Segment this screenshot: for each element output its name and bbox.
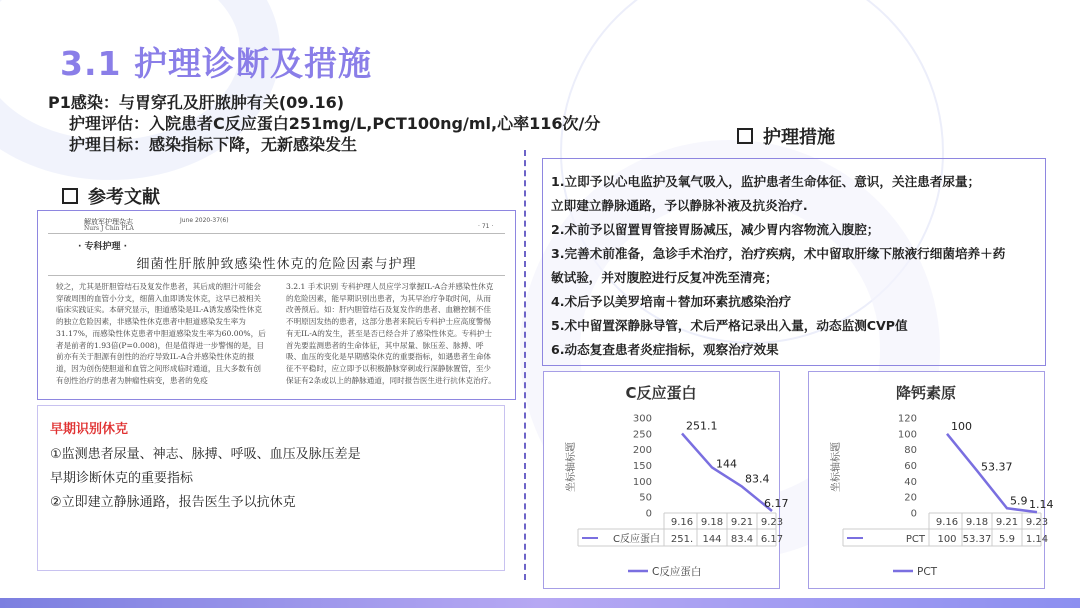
page-title: 3.1 护理诊断及措施 (60, 44, 372, 83)
table-value: 83.4 (730, 534, 754, 545)
y-tick-label: 40 (904, 476, 917, 488)
shock-line: ②立即建立静脉通路，报告医生予以抗休克 (50, 495, 296, 510)
legend-label: PCT (917, 566, 938, 578)
measure-item: 2.术前予以留置胃管接胃肠减压，减少胃内容物流入腹腔； (551, 222, 880, 237)
y-tick-label: 80 (904, 445, 917, 457)
measure-item: 6.动态复查患者炎症指标，观察治疗效果 (551, 342, 779, 357)
y-tick-label: 250 (632, 429, 652, 441)
references-heading (62, 183, 160, 209)
data-label: 53.37 (981, 460, 1013, 474)
measure-item: 3.完善术前准备，急诊手术治疗，治疗疾病，术中留取肝缘下脓液行细菌培养＋药 (551, 246, 1006, 261)
legend-label: C反应蛋白 (652, 566, 702, 578)
y-tick-label: 200 (632, 445, 652, 457)
table-value: 100 (937, 534, 957, 545)
x-category-label: 9.21 (730, 517, 754, 528)
x-category-label: 9.16 (670, 517, 694, 528)
data-label: 144 (716, 457, 737, 471)
y-axis-title: 坐标轴标题 (831, 442, 842, 492)
crp-chart (543, 371, 789, 589)
measure-item: 敏试验，并对腹腔进行反复冲洗至清亮； (551, 270, 778, 285)
y-tick-label: 300 (632, 413, 652, 425)
data-label: 251.1 (686, 419, 718, 433)
checkbox-square-icon (737, 128, 753, 144)
y-tick-label: 0 (910, 508, 917, 520)
table-value: 144 (702, 534, 722, 545)
divider (524, 150, 526, 580)
y-axis-title: 坐标轴标题 (566, 442, 577, 492)
y-tick-label: 60 (904, 461, 917, 472)
measure-item: 1.立即予以心电监护及氧气吸入，监护患者生命体征、意识，关注患者尿量； (551, 174, 981, 189)
pct-chart-svg (809, 372, 1054, 588)
chart-title: C反应蛋白 (625, 384, 697, 402)
table-value: 53.37 (962, 534, 992, 545)
paper-rule (48, 233, 505, 234)
chart-title: 降钙素原 (895, 384, 957, 402)
diagnosis-line: P1感染：与胃穿孔及肝脓肿有关(09.16) (48, 93, 345, 112)
bottom-accent-bar (0, 598, 1080, 608)
measures-heading-text: 护理措施 (763, 127, 835, 148)
data-label: 100 (951, 419, 972, 433)
paper-rule (48, 275, 505, 276)
shock-heading: 早期识别休克 (50, 422, 129, 437)
paper-text-left: 较之，尤其是肝胆管结石及复发作患者，其后成的胆汁可能会穿破周围的血管小分支，细菌入血即诱发休克，这早已被相关临床实践证实。本研究显示，胆道感染是IL-A诱发感染性休克的独立危险因素，非感染性休克患者中胆道感染发生率为31.17%，而感染性休克患者中胆道感染发生率为60.00%，后者是前者的1.93倍(P=0.008)，但是值得进一步警惕的是，目前亦有关于胆源有创性的治疗导致IL-A合并感染性休克的报道，因为创伤使胆道和血管之间形成临时通道，且大多数有创有创性治疗的患者为肿瘤性病变，患者的免疫 (56, 282, 266, 385)
paper-title: 细菌性肝脓肿致感染性休克的危险因素与护理 (136, 257, 417, 272)
assessment-line: 护理评估：入院患者C反应蛋白251mg/L,PCT100ng/ml,心率116次/分 (69, 114, 601, 133)
data-label: 1.14 (1029, 498, 1054, 512)
measures-heading (737, 123, 835, 149)
measure-item: 5.术中留置深静脉导管，术后严格记录出入量，动态监测CVP值 (551, 318, 908, 333)
data-label: 83.4 (745, 472, 770, 486)
table-value: 1.14 (1025, 534, 1049, 545)
table-value: 251. (670, 534, 694, 545)
data-label: 6.17 (764, 497, 789, 511)
journal-page-number: · 71 · (478, 223, 494, 230)
journal-name-en: Nurs J Chin PLA (84, 225, 134, 232)
references-heading-text: 参考文献 (88, 187, 160, 208)
x-category-label: 9.16 (935, 517, 959, 528)
y-tick-label: 20 (904, 492, 917, 504)
reference-paper-image (37, 210, 516, 400)
y-tick-label: 120 (897, 413, 917, 425)
shock-line: 早期诊断休克的重要指标 (50, 471, 194, 486)
table-value: 5.9 (999, 534, 1015, 545)
crp-chart-svg (544, 372, 789, 588)
x-category-label: 9.18 (700, 517, 724, 528)
measure-item: 立即建立静脉通路，予以静脉补液及抗炎治疗. (551, 198, 808, 213)
y-tick-label: 100 (897, 429, 917, 441)
x-category-label: 9.18 (965, 517, 989, 528)
checkbox-square-icon (62, 188, 78, 204)
x-category-label: 9.21 (995, 517, 1019, 528)
measures-box (542, 158, 1046, 366)
table-series-label: PCT (905, 534, 925, 545)
table-series-label: C反应蛋白 (613, 534, 660, 545)
paper-text-right: 3.2.1 手术识别 专科护理人员应学习掌握IL-A合并感染性休克的危险因素，能早期识别出患者，为其早治疗争取时间，从而改善预后。如：肝内胆管结石及复发作的患者、血糖控制不佳不明原因发热的患者，这部分患者来院后专科护士应高度警惕有无IL-A的发生，甚至是否已经合并了感染性休克。专科护士首先要监测患者的生命体征，其中尿量、脉压差、脉搏、呼吸、血压的变化是早期感染休克的重要指标，如遇患者生命体征不平稳时，应立即予以积极静脉穿刺或行深静脉置管，至少保证有2条或以上的静脉通道，同时报告医生进行抗休克治疗。 (286, 282, 496, 385)
goal-line: 护理目标：感染指标下降，无新感染发生 (69, 135, 358, 154)
paper-column: · 专科护理 · (78, 242, 128, 252)
journal-name: 解放军护理杂志 (84, 218, 133, 226)
x-category-label: 9.23 (760, 517, 784, 528)
y-tick-label: 50 (639, 492, 652, 504)
shock-line: ①监测患者尿量、神志、脉搏、呼吸、血压及脉压差是 (50, 447, 361, 462)
y-tick-label: 0 (645, 508, 652, 520)
shock-box (37, 405, 505, 571)
journal-date: June 2020-37(6) (180, 217, 229, 224)
x-category-label: 9.23 (1025, 517, 1049, 528)
y-tick-label: 150 (632, 461, 652, 472)
measure-item: 4.术后予以美罗培南＋替加环素抗感染治疗 (551, 294, 792, 309)
data-label: 5.9 (1010, 494, 1028, 508)
pct-chart (808, 371, 1054, 589)
y-tick-label: 100 (632, 476, 652, 488)
table-value: 6.17 (760, 534, 784, 545)
